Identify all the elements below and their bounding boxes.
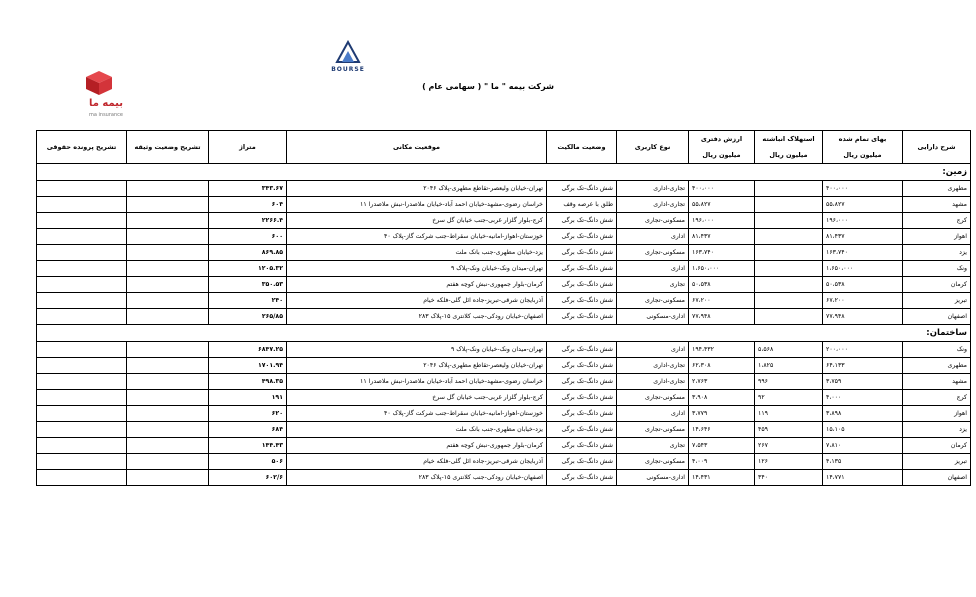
cell-doc bbox=[127, 438, 209, 454]
cell-own: شش دانگ-تک برگی bbox=[547, 438, 617, 454]
cell-area: ۲۲۶۶.۴ bbox=[209, 213, 287, 229]
cell-use: اداری-مسکونی bbox=[617, 309, 689, 325]
cell-legal bbox=[37, 470, 127, 486]
cell-own: شش دانگ-تک برگی bbox=[547, 358, 617, 374]
cell-doc bbox=[127, 358, 209, 374]
cell-legal bbox=[37, 213, 127, 229]
cell-book: ۱۴،۶۴۶ bbox=[689, 422, 755, 438]
cell-use: تجاری-اداری bbox=[617, 181, 689, 197]
cell-own: شش دانگ-تک برگی bbox=[547, 245, 617, 261]
cell-loc: آذربایجان شرقی-تبریز-جاده ائل گلی-فلکه خیام bbox=[287, 293, 547, 309]
cell-depr: ۱،۸۲۵ bbox=[755, 358, 823, 374]
cell-cost: ۴۰۰،۰۰۰ bbox=[823, 181, 903, 197]
cell-doc bbox=[127, 390, 209, 406]
cell-own: شش دانگ-تک برگی bbox=[547, 293, 617, 309]
cell-area: ۳۵۰.۵۳ bbox=[209, 277, 287, 293]
cell-loc: یزد-خیابان مطهری-جنب بانک ملت bbox=[287, 422, 547, 438]
cell-doc bbox=[127, 261, 209, 277]
cell-name: اهواز bbox=[903, 406, 971, 422]
cell-area: ۵۰۶ bbox=[209, 454, 287, 470]
cell-book: ۴۰۰،۰۰۰ bbox=[689, 181, 755, 197]
assets-table bbox=[36, 130, 971, 486]
cell-doc bbox=[127, 277, 209, 293]
insurance-logo bbox=[74, 70, 138, 120]
cell-cost: ۱۹۶،۰۰۰ bbox=[823, 213, 903, 229]
cell-doc bbox=[127, 454, 209, 470]
cell-area: ۱۷۰۱.۹۴ bbox=[209, 358, 287, 374]
cell-loc: کرمان-بلوار جمهوری-نبش کوچه هفتم bbox=[287, 438, 547, 454]
cell-doc bbox=[127, 213, 209, 229]
header-book: ارزش دفتری bbox=[689, 131, 755, 148]
cell-area: ۶۸۴۷.۲۵ bbox=[209, 342, 287, 358]
cell-name: تبریز bbox=[903, 293, 971, 309]
cell-cost: ۴،۰۰۰ bbox=[823, 390, 903, 406]
cell-loc: تهران-میدان ونک-خیابان ونک-پلاک ۹ bbox=[287, 342, 547, 358]
cell-loc: کرج-بلوار گلزار غربی-جنب خیابان گل سرخ bbox=[287, 390, 547, 406]
table-row bbox=[37, 470, 971, 486]
cell-legal bbox=[37, 181, 127, 197]
cell-use: تجاری bbox=[617, 277, 689, 293]
cell-legal bbox=[37, 374, 127, 390]
cell-book: ۴،۰۰۹ bbox=[689, 454, 755, 470]
cell-legal bbox=[37, 358, 127, 374]
table-row bbox=[37, 261, 971, 277]
cell-cost: ۲۰۰،۰۰۰ bbox=[823, 342, 903, 358]
cell-name: اصفهان bbox=[903, 309, 971, 325]
cell-name: مشهد bbox=[903, 197, 971, 213]
logo-sub-text: ma insurance bbox=[89, 112, 123, 118]
table-row bbox=[37, 309, 971, 325]
cell-cost: ۳،۷۵۹ bbox=[823, 374, 903, 390]
cell-area: ۶۰۴ bbox=[209, 197, 287, 213]
cell-legal bbox=[37, 245, 127, 261]
cell-loc: اصفهان-خیابان رودکی-جنب کلانتری ۱۵-پلاک ۲۸۳ bbox=[287, 470, 547, 486]
cell-own: شش دانگ-تک برگی bbox=[547, 390, 617, 406]
header-depr-unit: میلیون ریال bbox=[755, 147, 823, 164]
cell-doc bbox=[127, 181, 209, 197]
cell-doc bbox=[127, 245, 209, 261]
cell-cost: ۵۵،۸۲۷ bbox=[823, 197, 903, 213]
cell-name: اصفهان bbox=[903, 470, 971, 486]
cell-use: اداری bbox=[617, 406, 689, 422]
cell-legal bbox=[37, 197, 127, 213]
cell-doc bbox=[127, 197, 209, 213]
cell-name: کرج bbox=[903, 213, 971, 229]
logo-brand-text: بیمه ما bbox=[88, 98, 124, 109]
cell-own: شش دانگ-تک برگی bbox=[547, 342, 617, 358]
cell-area: ۶۸۴ bbox=[209, 422, 287, 438]
cell-name: مطهری bbox=[903, 358, 971, 374]
header-doc: تشریح وضعیت وثیقه bbox=[127, 131, 209, 164]
cell-area: ۱۲۰۵.۳۲ bbox=[209, 261, 287, 277]
cell-name: مطهری bbox=[903, 181, 971, 197]
cell-doc bbox=[127, 309, 209, 325]
cell-depr bbox=[755, 293, 823, 309]
cell-depr: ۱۱۹ bbox=[755, 406, 823, 422]
cell-legal bbox=[37, 261, 127, 277]
cell-depr bbox=[755, 181, 823, 197]
cell-use: اداری bbox=[617, 342, 689, 358]
table-row bbox=[37, 390, 971, 406]
cell-area: ۶۲۰ bbox=[209, 406, 287, 422]
cell-doc bbox=[127, 406, 209, 422]
cell-loc: کرج-بلوار گلزار غربی-جنب خیابان گل سرخ bbox=[287, 213, 547, 229]
cell-cost: ۱،۶۵۰،۰۰۰ bbox=[823, 261, 903, 277]
cell-use: مسکونی-تجاری bbox=[617, 454, 689, 470]
cell-legal bbox=[37, 454, 127, 470]
header-loc: موقعیت مکانی bbox=[287, 131, 547, 164]
cell-use: اداری-مسکونی bbox=[617, 470, 689, 486]
cell-use: اداری bbox=[617, 261, 689, 277]
cell-book: ۷۷،۹۴۸ bbox=[689, 309, 755, 325]
cell-cost: ۱۴،۷۷۱ bbox=[823, 470, 903, 486]
table-row bbox=[37, 213, 971, 229]
cell-depr bbox=[755, 309, 823, 325]
cell-cost: ۷۷،۹۴۸ bbox=[823, 309, 903, 325]
cell-book: ۳،۹۰۸ bbox=[689, 390, 755, 406]
cell-cost: ۴،۱۳۵ bbox=[823, 454, 903, 470]
cell-loc: خوزستان-اهواز-امانیه-خیابان سقراط-جنب شرکت گاز-پلاک ۴۰ bbox=[287, 406, 547, 422]
cell-name: اهواز bbox=[903, 229, 971, 245]
cell-cost: ۳،۸۹۸ bbox=[823, 406, 903, 422]
cell-book: ۱۹۶،۰۰۰ bbox=[689, 213, 755, 229]
header-use: نوع کاربری bbox=[617, 131, 689, 164]
header-book-unit: میلیون ریال bbox=[689, 147, 755, 164]
cell-use: تجاری-اداری bbox=[617, 358, 689, 374]
cell-legal bbox=[37, 277, 127, 293]
bourse-logo bbox=[323, 40, 373, 72]
table-row bbox=[37, 342, 971, 358]
cell-depr: ۹۲ bbox=[755, 390, 823, 406]
cell-cost: ۸۱،۴۳۷ bbox=[823, 229, 903, 245]
cell-loc: آذربایجان شرقی-تبریز-جاده ائل گلی-فلکه خیام bbox=[287, 454, 547, 470]
table-row bbox=[37, 277, 971, 293]
cell-name: کرج bbox=[903, 390, 971, 406]
cell-use: مسکونی-تجاری bbox=[617, 422, 689, 438]
cell-legal bbox=[37, 438, 127, 454]
cell-book: ۳،۷۷۹ bbox=[689, 406, 755, 422]
cell-book: ۱۹۴،۴۳۲ bbox=[689, 342, 755, 358]
cell-book: ۶۲،۳۰۸ bbox=[689, 358, 755, 374]
cell-use: تجاری-اداری bbox=[617, 197, 689, 213]
cell-legal bbox=[37, 406, 127, 422]
cell-doc bbox=[127, 342, 209, 358]
cell-depr bbox=[755, 245, 823, 261]
cell-depr bbox=[755, 261, 823, 277]
cell-loc: اصفهان-خیابان رودکی-جنب کلانتری ۱۵-پلاک ۲۸۳ bbox=[287, 309, 547, 325]
header-area: متراژ bbox=[209, 131, 287, 164]
cell-area: ۴۹۸.۳۵ bbox=[209, 374, 287, 390]
cell-depr: ۲۶۷ bbox=[755, 438, 823, 454]
cell-book: ۶۷،۲۰۰ bbox=[689, 293, 755, 309]
cell-depr bbox=[755, 277, 823, 293]
cell-legal bbox=[37, 422, 127, 438]
cell-own: شش دانگ-تک برگی bbox=[547, 261, 617, 277]
cell-area: ۲۴۰ bbox=[209, 293, 287, 309]
table-row bbox=[37, 293, 971, 309]
cell-cost: ۱۵،۱۰۵ bbox=[823, 422, 903, 438]
cell-name: یزد bbox=[903, 245, 971, 261]
cell-doc bbox=[127, 374, 209, 390]
cell-own: شش دانگ-تک برگی bbox=[547, 213, 617, 229]
cell-use: تجاری-اداری bbox=[617, 374, 689, 390]
cell-cost: ۶۷،۲۰۰ bbox=[823, 293, 903, 309]
cell-use: مسکونی-تجاری bbox=[617, 213, 689, 229]
cell-name: کرمان bbox=[903, 277, 971, 293]
cell-depr: ۹۹۶ bbox=[755, 374, 823, 390]
cell-loc: خراسان رضوی-مشهد-خیابان احمد آباد-خیابان ملاصدرا-نبش ملاصدرا ۱۱ bbox=[287, 374, 547, 390]
cell-use: مسکونی-تجاری bbox=[617, 293, 689, 309]
cell-area: ۳۴۳.۶۷ bbox=[209, 181, 287, 197]
table-row bbox=[37, 358, 971, 374]
cell-own: شش دانگ-تک برگی bbox=[547, 229, 617, 245]
cell-cost: ۱۶۳،۷۴۰ bbox=[823, 245, 903, 261]
bourse-emblem-icon bbox=[333, 40, 363, 64]
section-title: ساختمان: bbox=[37, 325, 971, 342]
header-depr: استهلاک انباشته bbox=[755, 131, 823, 148]
cell-cost: ۵۰،۵۳۸ bbox=[823, 277, 903, 293]
cell-loc: یزد-خیابان مطهری-جنب بانک ملت bbox=[287, 245, 547, 261]
cell-use: مسکونی-تجاری bbox=[617, 245, 689, 261]
cell-depr: ۴۵۹ bbox=[755, 422, 823, 438]
cell-book: ۱۴،۴۳۱ bbox=[689, 470, 755, 486]
cell-doc bbox=[127, 293, 209, 309]
cell-loc: تهران-خیابان ولیعصر-تقاطع مطهری-پلاک ۲۰۴۶ bbox=[287, 358, 547, 374]
cell-name: تبریز bbox=[903, 454, 971, 470]
cell-doc bbox=[127, 229, 209, 245]
cell-book: ۵۰،۵۳۸ bbox=[689, 277, 755, 293]
cell-name: مشهد bbox=[903, 374, 971, 390]
cell-own: شش دانگ-تک برگی bbox=[547, 181, 617, 197]
cell-own: شش دانگ-تک برگی bbox=[547, 277, 617, 293]
cell-loc: کرمان-بلوار جمهوری-نبش کوچه هفتم bbox=[287, 277, 547, 293]
table-row bbox=[37, 245, 971, 261]
cell-own: شش دانگ-تک برگی bbox=[547, 470, 617, 486]
cell-doc bbox=[127, 422, 209, 438]
cell-own: طلق با عرصه وقف bbox=[547, 197, 617, 213]
cell-name: کرمان bbox=[903, 438, 971, 454]
cell-depr bbox=[755, 213, 823, 229]
header-desc: شرح دارایی bbox=[903, 131, 971, 164]
cell-area: ۱۴۴.۴۳ bbox=[209, 438, 287, 454]
cell-use: تجاری bbox=[617, 438, 689, 454]
cell-book: ۵۵،۸۲۷ bbox=[689, 197, 755, 213]
cell-loc: تهران-میدان ونک-خیابان ونک-پلاک ۹ bbox=[287, 261, 547, 277]
table-row bbox=[37, 438, 971, 454]
bourse-logo-text: BOURSE bbox=[331, 66, 365, 73]
table-row bbox=[37, 422, 971, 438]
cell-use: اداری bbox=[617, 229, 689, 245]
section-row bbox=[37, 325, 971, 342]
cell-depr bbox=[755, 229, 823, 245]
header-cost: بهای تمام شده bbox=[823, 131, 903, 148]
table-row bbox=[37, 406, 971, 422]
cell-own: شش دانگ-تک برگی bbox=[547, 422, 617, 438]
company-title: شرکت بیمه " ما " ( سهامی عام ) bbox=[422, 82, 554, 91]
table-row bbox=[37, 454, 971, 470]
table-row bbox=[37, 197, 971, 213]
table-row bbox=[37, 374, 971, 390]
cell-legal bbox=[37, 309, 127, 325]
cell-use: مسکونی-تجاری bbox=[617, 390, 689, 406]
header-row bbox=[37, 131, 971, 148]
cell-loc: خوزستان-اهواز-امانیه-خیابان سقراط-جنب شرکت گاز-پلاک ۴۰ bbox=[287, 229, 547, 245]
header-own: وضعیت مالکیت bbox=[547, 131, 617, 164]
cell-cost: ۷،۸۱۰ bbox=[823, 438, 903, 454]
cell-book: ۲،۷۶۳ bbox=[689, 374, 755, 390]
cell-area: ۶۰۲/۶ bbox=[209, 470, 287, 486]
cell-own: شش دانگ-تک برگی bbox=[547, 309, 617, 325]
cell-loc: تهران-خیابان ولیعصر-تقاطع مطهری-پلاک ۲۰۴۶ bbox=[287, 181, 547, 197]
cell-name: یزد bbox=[903, 422, 971, 438]
section-row bbox=[37, 164, 971, 181]
cell-depr: ۳۴۰ bbox=[755, 470, 823, 486]
section-title: زمین: bbox=[37, 164, 971, 181]
cell-book: ۱،۶۵۰،۰۰۰ bbox=[689, 261, 755, 277]
cell-book: ۷،۵۴۳ bbox=[689, 438, 755, 454]
cell-name: ونک bbox=[903, 261, 971, 277]
cell-legal bbox=[37, 342, 127, 358]
cell-depr: ۱۲۶ bbox=[755, 454, 823, 470]
table-row bbox=[37, 181, 971, 197]
cell-area: ۸۶۹.۸۵ bbox=[209, 245, 287, 261]
cell-legal bbox=[37, 390, 127, 406]
cell-loc: خراسان رضوی-مشهد-خیابان احمد آباد-خیابان ملاصدرا-نبش ملاصدرا ۱۱ bbox=[287, 197, 547, 213]
cell-cost: ۶۴،۱۳۳ bbox=[823, 358, 903, 374]
cell-area: ۲۶۵/۸۵ bbox=[209, 309, 287, 325]
cell-book: ۸۱،۴۳۷ bbox=[689, 229, 755, 245]
table-row bbox=[37, 229, 971, 245]
cell-area: ۱۹۱ bbox=[209, 390, 287, 406]
cell-own: شش دانگ-تک برگی bbox=[547, 406, 617, 422]
header-legal: تشریح پرونده حقوقی bbox=[37, 131, 127, 164]
cell-own: شش دانگ-تک برگی bbox=[547, 454, 617, 470]
header-cost-unit: میلیون ریال bbox=[823, 147, 903, 164]
cell-legal bbox=[37, 229, 127, 245]
cell-name: ونک bbox=[903, 342, 971, 358]
cell-doc bbox=[127, 470, 209, 486]
cell-own: شش دانگ-تک برگی bbox=[547, 374, 617, 390]
cell-depr bbox=[755, 197, 823, 213]
cell-depr: ۵،۵۶۸ bbox=[755, 342, 823, 358]
cell-book: ۱۶۳،۷۴۰ bbox=[689, 245, 755, 261]
cell-area: ۶۰۰ bbox=[209, 229, 287, 245]
cell-legal bbox=[37, 293, 127, 309]
